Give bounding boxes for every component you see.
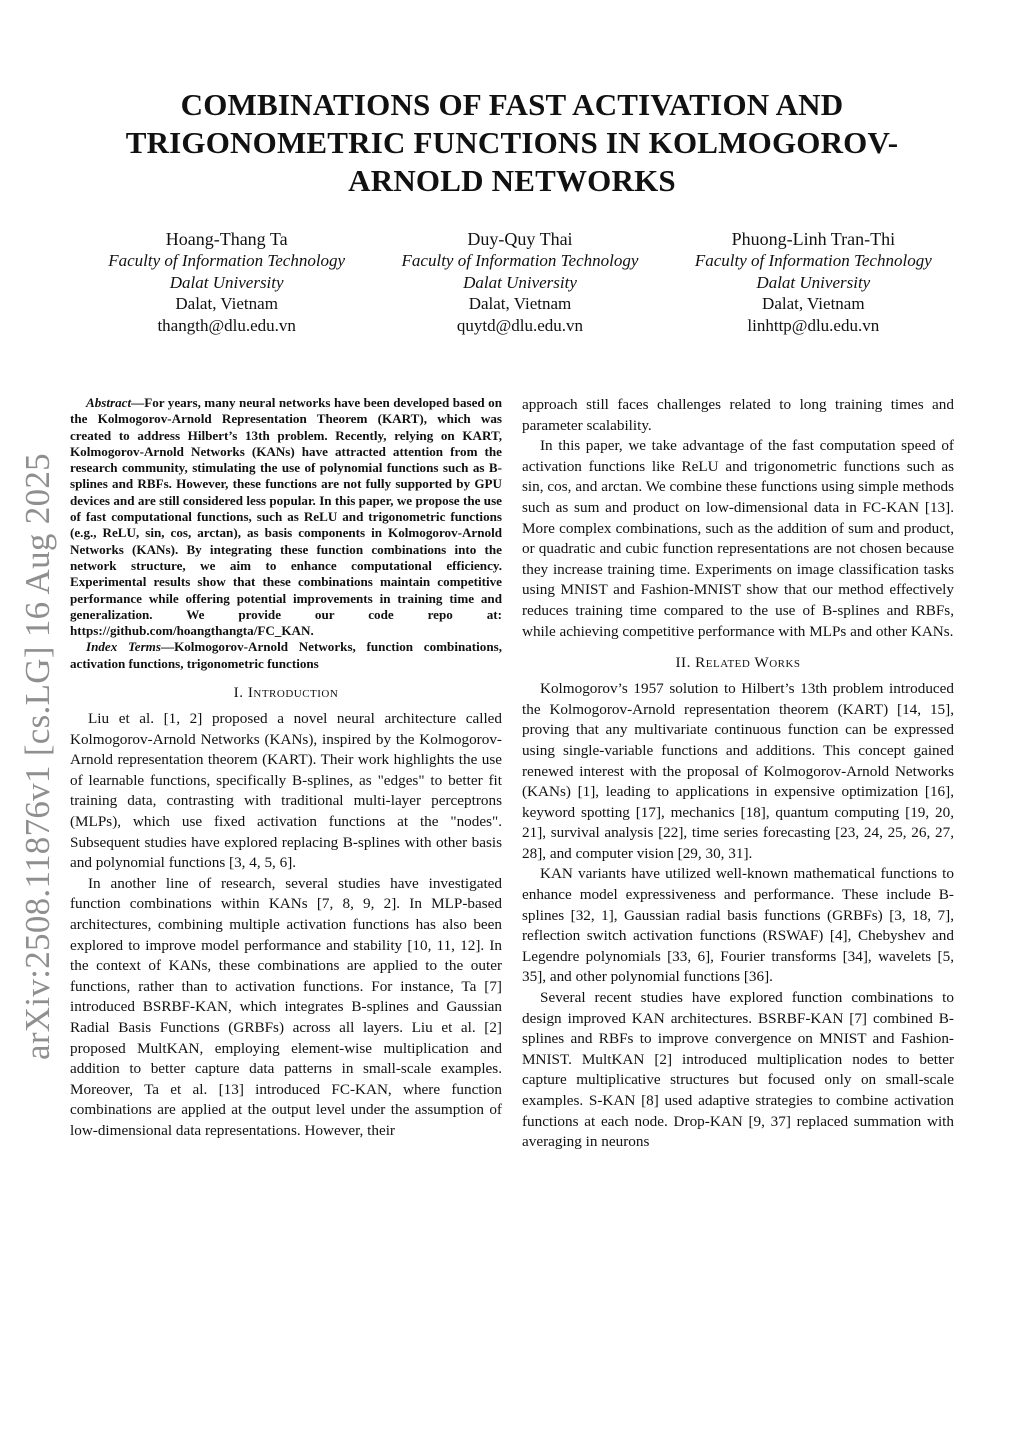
author-name: Phuong-Linh Tran-Thi bbox=[731, 229, 896, 249]
index-terms-label: Index Terms bbox=[86, 639, 161, 655]
related-paragraph-3: Several recent studies have explored function combinations to design improved KAN architectures. BSRBF-KAN [7] combined B-splines and RBFs to improve convergence on MNIST and Fashion-MNIST. MultKAN [2] introduced multiplication nodes to better capture multiplicative structures but focused only on small-scale examples. S-KAN [8] used adaptive strategies to combine activation functions at each node. Drop-KAN [9, 37] replaced summation with averaging in neurons bbox=[522, 989, 954, 1151]
author-university: Dalat University bbox=[463, 272, 577, 292]
abstract-text: —For years, many neural networks have been developed based on the Kolmogorov-Arnold Representation Theorem (KART), which was created to address Hilbert’s 13th problem. Recently, relying on KART, Kolmogorov-Arnold Networks (KANs) have attracted attention from the research community, stimulating the use of polynomial functions such as B-splines and RBFs. However, these functions are not fully supported by GPU devices and are still considered less popular. In this paper, we propose the use of fast computational functions, such as ReLU and trigonometric functions (e.g., ReLU, sin, cos, arctan), as basis components in Kolmogorov-Arnold Networks (KANs). By integrating these function combinations into the network structure, we aim to enhance computational efficiency. Experimental results show that these combinations maintain competitive performance while offering potential improvements in training time and generalization. We provide our code repo at: https://github.com/hoangthangta/FC_KAN. bbox=[70, 395, 502, 639]
author-location: Dalat, Vietnam bbox=[762, 294, 865, 313]
intro-paragraph-2-continued: approach still faces challenges related to long training times and parameter scalability. bbox=[522, 396, 954, 434]
author-2 bbox=[373, 228, 666, 336]
related-paragraph-1: Kolmogorov’s 1957 solution to Hilbert’s 13th problem introduced the Kolmogorov-Arnold representation theorem (KART) [14, 15], proving that any multivariate continuous function can be expressed using single-variable functions and additions. This concept gained renewed interest with the proposal of Kolmogorov-Arnold Networks (KANs) [1], leading to applications in expensive optimization [16], keyword spotting [17], mechanics [18], quantum computing [19, 20, 21], survival analysis [22], time series forecasting [23, 24, 25, 26, 27, 28], and computer vision [29, 30, 31]. bbox=[522, 680, 954, 862]
author-location: Dalat, Vietnam bbox=[468, 294, 572, 313]
author-email: linhttp@dlu.edu.vn bbox=[747, 315, 880, 335]
author-department: Faculty of Information Technology bbox=[401, 251, 639, 270]
abstract-label: Abstract bbox=[86, 395, 132, 410]
intro-paragraph-2: In another line of research, several studies have investigated function combinations within KANs [7, 8, 9, 2]. In MLP-based architectures, combining multiple activation functions has also been explored to improve model performance and stability [10, 11, 12]. In the context of KANs, these combinations are applied to the outer functions, rather than to activation functions. For instance, Ta [7] introduced BSRBF-KAN, which integrates B-splines and Gaussian Radial Basis Functions (GRBFs) across all layers. Liu et al. [2] proposed MultKAN, employing element-wise multiplication and addition to better capture data patterns in small-scale examples. Moreover, Ta et al. [13] introduced FC-KAN, where function combinations are applied at the output level under the assumption of low-dimensional data representations. However, their bbox=[70, 874, 502, 1139]
author-university: Dalat University bbox=[169, 272, 284, 292]
intro-paragraph-3: In this paper, we take advantage of the fast computation speed of activation functions like ReLU and trigonometric functions such as sin, cos, and arctan. We combine these functions using simple methods such as sum and product on low-dimensional data in FC-KAN [13]. More complex combinations, such as the addition of sum and product, or quadratic and cubic function representations are not chosen because they increase training time. Experiments on image classification tasks using MNIST and Fashion-MNIST show that our method effectively reduces training time compared to the use of B-splines and RBFs, while achieving competitive performance with MLPs and other KANs. bbox=[522, 437, 954, 640]
right-column bbox=[522, 395, 954, 1153]
author-name: Hoang-Thang Ta bbox=[165, 229, 288, 249]
paper-title: COMBINATIONS OF FAST ACTIVATION AND TRIGONOMETRIC FUNCTIONS IN KOLMOGOROV-ARNOLD NETWORKS bbox=[125, 87, 899, 198]
index-terms-text: —Kolmogorov-Arnold Networks, function combinations, activation functions, trigonometric functions bbox=[70, 639, 502, 671]
author-university: Dalat University bbox=[756, 272, 871, 292]
author-location: Dalat, Vietnam bbox=[175, 294, 278, 313]
intro-paragraph-1: Liu et al. [1, 2] proposed a novel neural architecture called Kolmogorov-Arnold Networks (KANs), inspired by the Kolmogorov-Arnold representation theorem (KART). Their work highlights the use of learnable functions, specifically B-splines, as "edges" to better fit training data, contrasting with traditional multi-layer perceptrons (MLPs), which use fixed activation functions at the "nodes". Subsequent studies have explored replacing B-splines with other basis and polynomial functions [3, 4, 5, 6]. bbox=[70, 710, 502, 872]
section-heading-related-works: II. Related Works bbox=[675, 654, 801, 672]
author-1 bbox=[80, 228, 373, 336]
left-column bbox=[70, 395, 502, 1142]
author-department: Faculty of Information Technology bbox=[694, 251, 932, 270]
author-department: Faculty of Information Technology bbox=[108, 251, 346, 270]
author-name: Duy-Quy Thai bbox=[467, 229, 573, 249]
section-heading-introduction: I. Introduction bbox=[233, 684, 339, 702]
abstract bbox=[70, 395, 502, 639]
author-email: thangth@dlu.edu.vn bbox=[157, 315, 296, 335]
author-email: quytd@dlu.edu.vn bbox=[456, 315, 584, 335]
related-paragraph-2: KAN variants have utilized well-known mathematical functions to enhance model expressiveness and performance. These include B-splines [32, 1], Gaussian radial basis functions (GRBFs) [3, 18, 7], reflection switch activation functions (RSWAF) [4], Chebyshev and Legendre polynomials [33, 6], Fourier transforms [34], wavelets [5, 35], and other polynomial functions [36]. bbox=[522, 865, 954, 986]
author-block bbox=[80, 228, 960, 336]
author-3 bbox=[667, 228, 960, 336]
arxiv-identifier: arXiv:2508.11876v1 [cs.LG] 16 Aug 2025 bbox=[18, 453, 57, 1060]
index-terms bbox=[70, 639, 502, 672]
